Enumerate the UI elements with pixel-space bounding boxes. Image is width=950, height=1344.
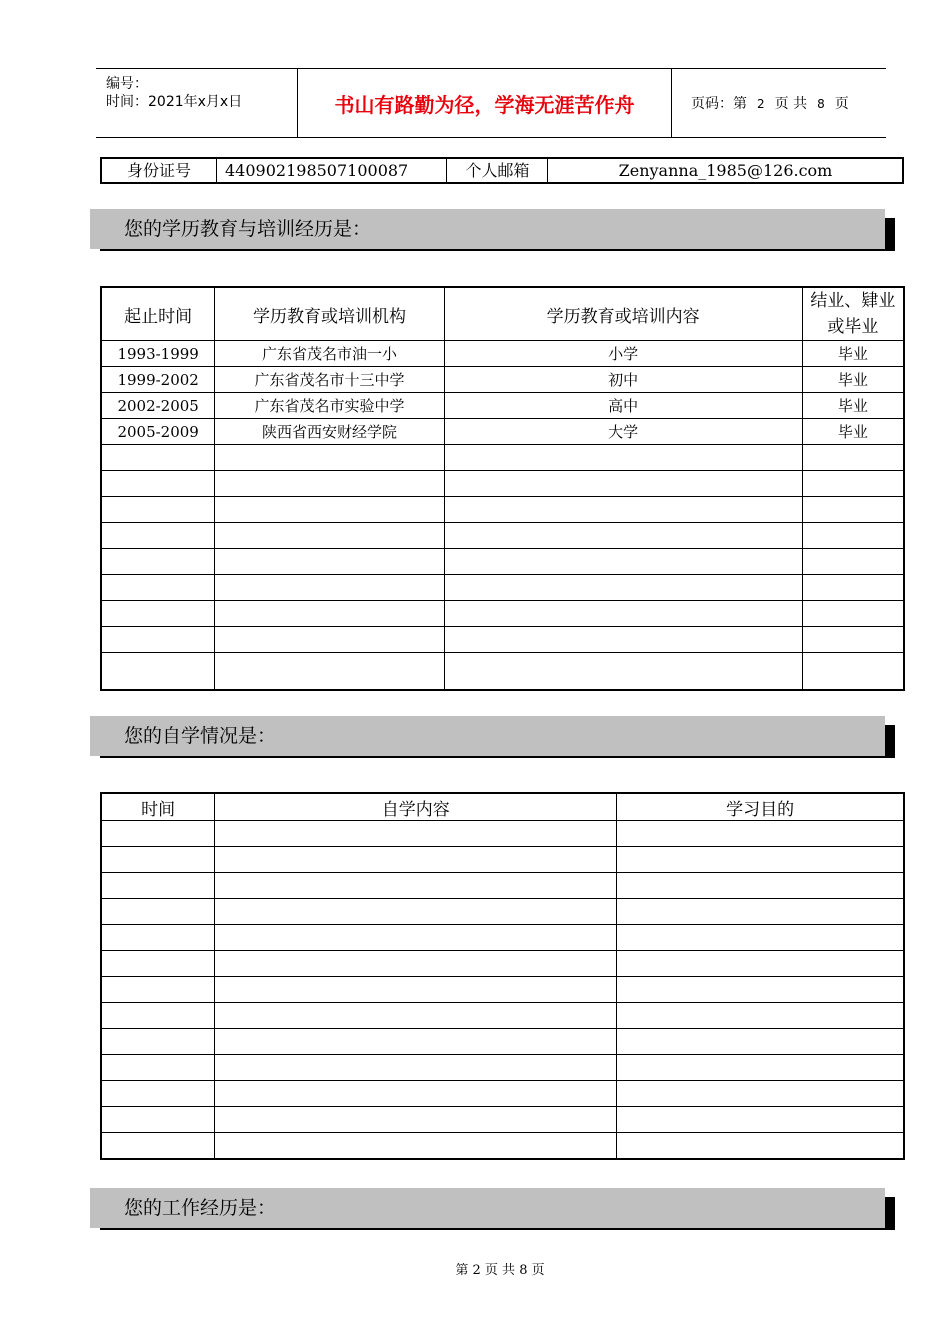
empty-row [101, 653, 904, 691]
empty-cell [101, 847, 215, 873]
empty-cell [802, 523, 904, 549]
empty-cell [802, 627, 904, 653]
empty-cell [101, 523, 215, 549]
table-cell: 广东省茂名市油一小 [215, 341, 444, 367]
empty-cell [215, 925, 617, 951]
empty-cell [444, 523, 802, 549]
empty-cell [617, 1055, 904, 1081]
empty-cell [444, 627, 802, 653]
page-number: 2 [757, 97, 765, 111]
empty-cell [802, 471, 904, 497]
empty-cell [101, 1081, 215, 1107]
table-cell: 毕业 [802, 367, 904, 393]
time-label: 时间：2021年x月x日 [106, 94, 243, 110]
empty-row [101, 847, 904, 873]
empty-row [101, 821, 904, 847]
empty-cell [215, 471, 444, 497]
self-study-section-banner [90, 716, 895, 760]
empty-cell [101, 899, 215, 925]
self-study-table [100, 792, 905, 1160]
empty-cell [617, 1029, 904, 1055]
table-row [101, 367, 904, 393]
empty-cell [101, 497, 215, 523]
empty-row [101, 575, 904, 601]
column-header: 学历教育或培训内容 [444, 287, 802, 341]
empty-cell [617, 925, 904, 951]
empty-row [101, 1107, 904, 1133]
empty-cell [215, 847, 617, 873]
empty-cell [215, 821, 617, 847]
page-indicator [671, 69, 886, 137]
table-cell: 毕业 [802, 341, 904, 367]
empty-row [101, 1133, 904, 1160]
table-cell: 初中 [444, 367, 802, 393]
motto: 书山有路勤为径，学海无涯苦作舟 [297, 69, 672, 137]
empty-cell [101, 627, 215, 653]
table-cell: 1993-1999 [101, 341, 215, 367]
column-header: 结业、肄业或毕业 [802, 287, 904, 341]
table-cell: 毕业 [802, 419, 904, 445]
page-label: 页码：第 [691, 96, 747, 112]
empty-cell [101, 951, 215, 977]
id-label: 身份证号 [126, 161, 191, 180]
column-header: 学习目的 [617, 793, 904, 821]
column-header: 起止时间 [101, 287, 215, 341]
empty-row [101, 1029, 904, 1055]
table-row [101, 419, 904, 445]
table-cell: 大学 [444, 419, 802, 445]
self-study-section-title: 您的自学情况是： [90, 716, 885, 756]
empty-cell [215, 1029, 617, 1055]
empty-row [101, 873, 904, 899]
empty-cell [444, 653, 802, 691]
empty-row [101, 925, 904, 951]
empty-cell [444, 601, 802, 627]
table-header-row [101, 793, 904, 821]
empty-row [101, 471, 904, 497]
empty-row [101, 523, 904, 549]
email-label: 个人邮箱 [446, 159, 548, 182]
work-section-title: 您的工作经历是： [90, 1188, 885, 1228]
empty-cell [617, 1003, 904, 1029]
header-meta [96, 69, 297, 137]
empty-cell [101, 1029, 215, 1055]
empty-cell [215, 523, 444, 549]
education-section-title: 您的学历教育与培训经历是： [90, 209, 885, 249]
table-header-row [101, 287, 904, 341]
empty-cell [101, 653, 215, 691]
empty-cell [215, 575, 444, 601]
page-total: 8 [817, 97, 825, 111]
column-header: 时间 [101, 793, 215, 821]
empty-cell [617, 1081, 904, 1107]
table-cell: 2002-2005 [101, 393, 215, 419]
empty-cell [101, 873, 215, 899]
empty-cell [215, 1081, 617, 1107]
empty-cell [802, 445, 904, 471]
empty-cell [617, 1107, 904, 1133]
number-label: 编号： [106, 76, 148, 92]
work-section-banner [90, 1188, 895, 1232]
empty-cell [617, 899, 904, 925]
empty-cell [101, 601, 215, 627]
empty-cell [101, 445, 215, 471]
empty-cell [215, 497, 444, 523]
empty-row [101, 1055, 904, 1081]
page-mid: 页 共 [774, 96, 808, 112]
empty-cell [101, 471, 215, 497]
table-cell: 广东省茂名市十三中学 [215, 367, 444, 393]
empty-cell [215, 1055, 617, 1081]
table-cell: 2005-2009 [101, 419, 215, 445]
empty-cell [444, 445, 802, 471]
empty-cell [215, 1003, 617, 1029]
empty-cell [101, 977, 215, 1003]
empty-cell [802, 601, 904, 627]
page-footer: 第 2 页 共 8 页 [455, 1263, 545, 1278]
empty-row [101, 601, 904, 627]
empty-row [101, 977, 904, 1003]
empty-cell [101, 925, 215, 951]
id-email-row [100, 157, 904, 184]
empty-cell [617, 873, 904, 899]
table-cell: 陕西省西安财经学院 [215, 419, 444, 445]
empty-row [101, 899, 904, 925]
column-header: 自学内容 [215, 793, 617, 821]
empty-row [101, 627, 904, 653]
empty-cell [101, 575, 215, 601]
empty-row [101, 1003, 904, 1029]
empty-cell [802, 497, 904, 523]
empty-cell [215, 1133, 617, 1160]
empty-cell [101, 1107, 215, 1133]
empty-cell [617, 1133, 904, 1160]
email-value: Zenyanna_1985@126.com [547, 159, 903, 182]
empty-cell [802, 549, 904, 575]
empty-cell [215, 601, 444, 627]
page-end: 页 [834, 96, 849, 112]
empty-row [101, 497, 904, 523]
education-section-banner [90, 209, 895, 253]
column-header: 学历教育或培训机构 [215, 287, 444, 341]
empty-cell [101, 549, 215, 575]
empty-cell [101, 1133, 215, 1160]
education-table [100, 286, 905, 691]
empty-cell [444, 471, 802, 497]
empty-cell [215, 549, 444, 575]
empty-cell [617, 951, 904, 977]
empty-row [101, 445, 904, 471]
empty-cell [215, 977, 617, 1003]
table-cell: 高中 [444, 393, 802, 419]
empty-cell [617, 847, 904, 873]
table-cell: 广东省茂名市实验中学 [215, 393, 444, 419]
empty-cell [215, 1107, 617, 1133]
empty-row [101, 951, 904, 977]
empty-cell [617, 977, 904, 1003]
page-header [96, 68, 886, 138]
empty-cell [444, 549, 802, 575]
empty-cell [101, 821, 215, 847]
empty-cell [215, 899, 617, 925]
id-value: 440902198507100087 [216, 159, 446, 182]
empty-cell [215, 653, 444, 691]
table-row [101, 393, 904, 419]
empty-cell [101, 1055, 215, 1081]
empty-cell [444, 575, 802, 601]
table-row [101, 341, 904, 367]
table-cell: 毕业 [802, 393, 904, 419]
empty-row [101, 549, 904, 575]
empty-cell [215, 951, 617, 977]
empty-cell [215, 627, 444, 653]
table-cell: 小学 [444, 341, 802, 367]
empty-cell [215, 445, 444, 471]
empty-row [101, 1081, 904, 1107]
table-cell: 1999-2002 [101, 367, 215, 393]
empty-cell [101, 1003, 215, 1029]
empty-cell [215, 873, 617, 899]
empty-cell [802, 653, 904, 691]
empty-cell [802, 575, 904, 601]
empty-cell [444, 497, 802, 523]
empty-cell [617, 821, 904, 847]
